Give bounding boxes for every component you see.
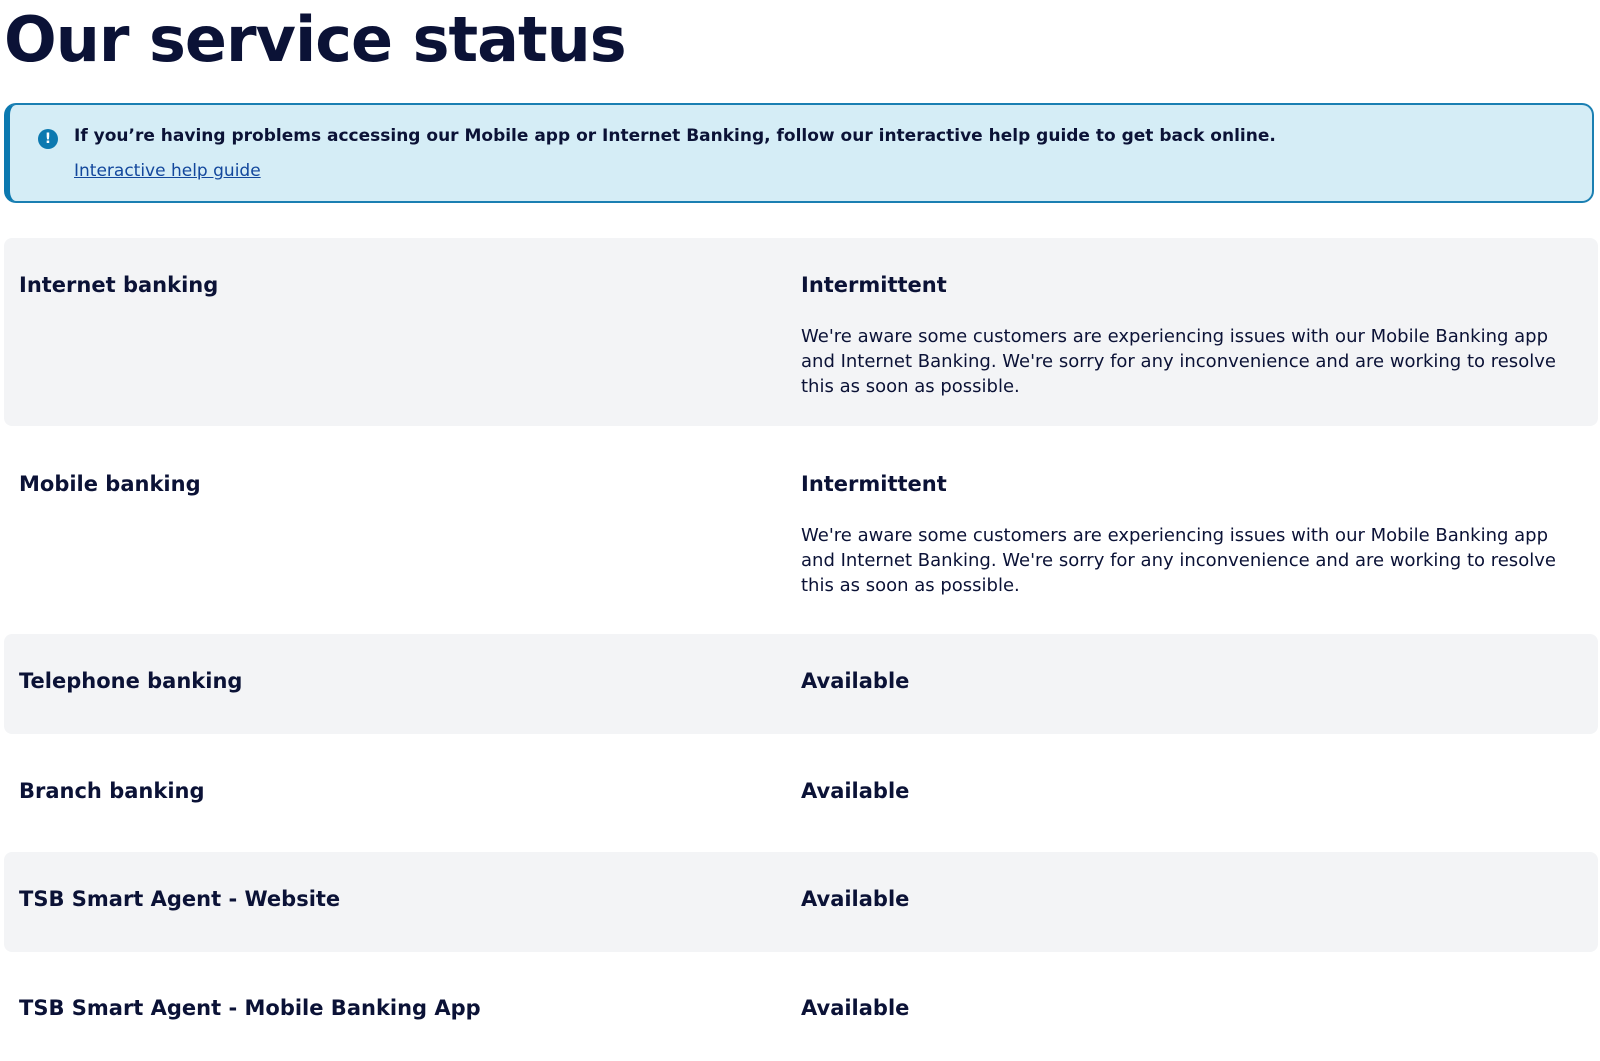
status-row-internet-banking: [4, 238, 1598, 426]
status-row-mobile-banking: [4, 426, 1598, 634]
service-name: Branch banking: [19, 779, 205, 803]
info-icon: !: [38, 129, 58, 149]
service-name: Internet banking: [19, 273, 219, 297]
status-row-telephone-banking: [4, 634, 1598, 734]
info-alert: [4, 103, 1594, 203]
alert-message: If you’re having problems accessing our Mobile app or Internet Banking, follow our interactive help guide to get back online.: [74, 126, 1276, 146]
page-title: Our service status: [4, 3, 626, 76]
status-row-smart-agent-website: [4, 852, 1598, 952]
service-status: Available: [801, 996, 910, 1020]
service-status: Available: [801, 669, 910, 693]
service-name: Mobile banking: [19, 472, 201, 496]
service-description: We're aware some customers are experiencing issues with our Mobile Banking app and Internet Banking. We're sorry for any inconvenience and are working to resolve this as soon as possible.: [801, 326, 1556, 397]
interactive-help-guide-link[interactable]: Interactive help guide: [74, 161, 261, 181]
service-description: We're aware some customers are experiencing issues with our Mobile Banking app and Internet Banking. We're sorry for any inconvenience and are working to resolve this as soon as possible.: [801, 525, 1556, 596]
service-name: TSB Smart Agent - Mobile Banking App: [19, 996, 481, 1020]
status-row-branch-banking: [4, 734, 1598, 852]
status-row-smart-agent-app: [4, 952, 1598, 1061]
service-name: Telephone banking: [19, 669, 243, 693]
service-status: Intermittent: [801, 273, 947, 297]
service-name: TSB Smart Agent - Website: [19, 887, 341, 911]
service-status: Intermittent: [801, 472, 947, 496]
service-status: Available: [801, 887, 910, 911]
service-status: Available: [801, 779, 910, 803]
